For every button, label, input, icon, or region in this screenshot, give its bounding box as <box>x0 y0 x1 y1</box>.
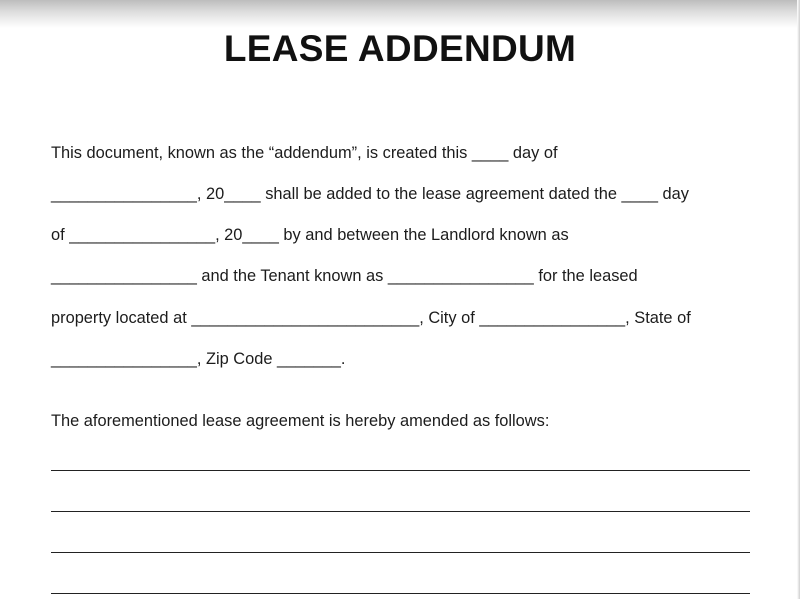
paragraph-line-3: of ________________, 20____ by and between the Landlord known as <box>51 226 569 244</box>
paragraph-line-4: ________________ and the Tenant known as ________________ for the leased <box>51 267 638 285</box>
paragraph-line-6: ________________, Zip Code _______. <box>51 350 346 368</box>
top-shadow <box>0 0 800 28</box>
amendment-blank-line-1 <box>51 470 750 471</box>
amendment-blank-line-2 <box>51 511 750 512</box>
paragraph-line-1: This document, known as the “addendum”, is created this ____ day of <box>51 144 558 162</box>
document-title: LEASE ADDENDUM <box>223 28 577 69</box>
amendment-intro: The aforementioned lease agreement is hereby amended as follows: <box>51 412 550 430</box>
amendment-blank-line-4 <box>51 593 750 594</box>
paragraph-line-2: ________________, 20____ shall be added to the lease agreement dated the ____ day <box>51 185 689 203</box>
paragraph-line-5: property located at _________________________, City of ________________, State of <box>51 309 691 327</box>
amendment-blank-line-3 <box>51 552 750 553</box>
